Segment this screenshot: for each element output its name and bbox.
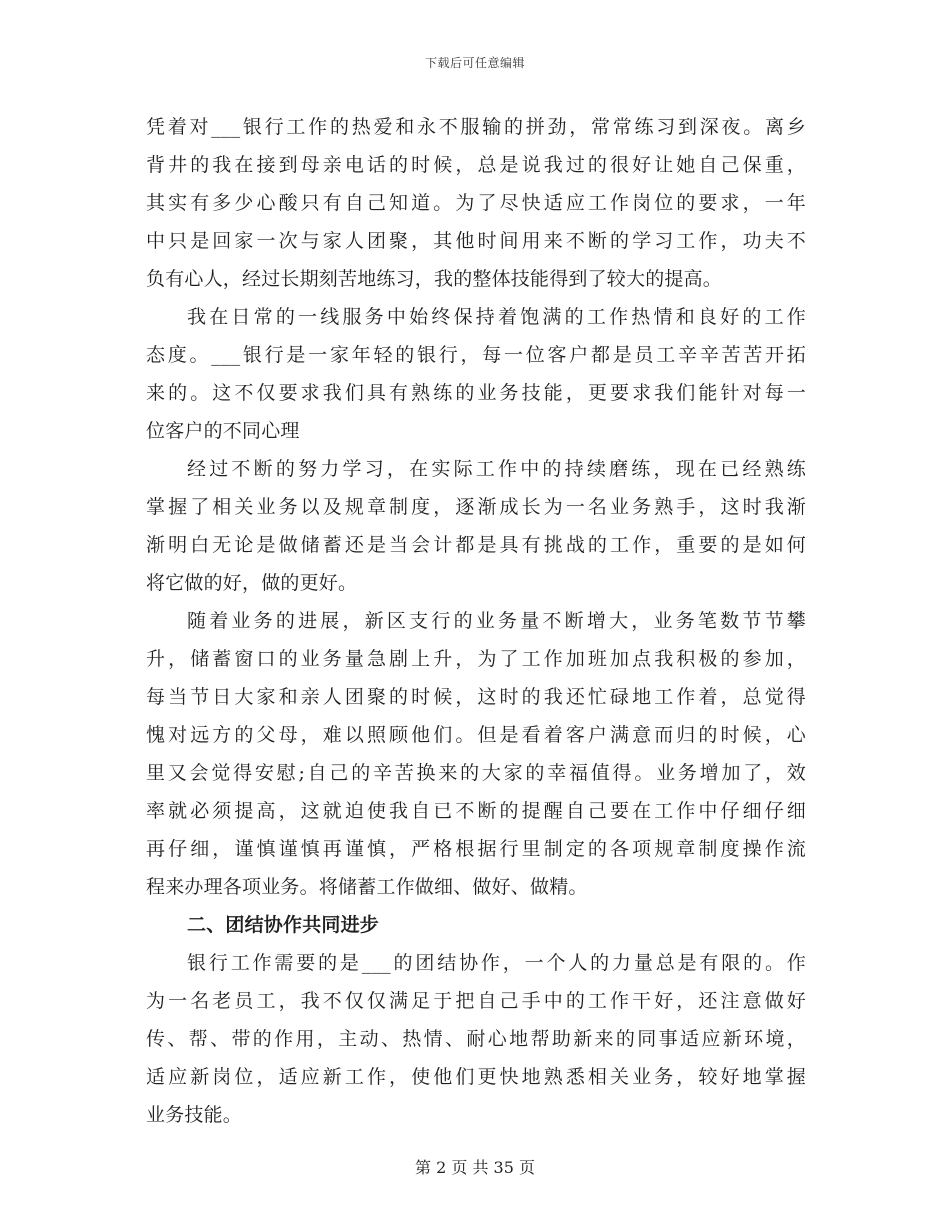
text-line: 传、帮、带的作用，主动、热情、耐心地帮助新来的同事适应新环境， xyxy=(146,1028,806,1050)
text-line: 态度。___银行是一家年轻的银行，每一位客户都是员工辛辛苦苦开拓 xyxy=(146,344,806,366)
text-line: 愧对远方的父母，难以照顾他们。但是看着客户满意而归的时候，心 xyxy=(146,724,806,746)
text-line: 率就必须提高，这就迫使我自已不断的提醒自己要在工作中仔细仔细 xyxy=(146,800,806,822)
document-body xyxy=(146,108,806,1134)
page-number: 第 2 页 共 35 页 xyxy=(415,1158,535,1177)
section-heading: 二、团结协作共同进步 xyxy=(187,914,380,936)
page-header: 下载后可任意编辑 xyxy=(424,56,525,70)
text-line: 凭着对___银行工作的热爱和永不服输的拼劲，常常练习到深夜。离乡 xyxy=(146,116,806,138)
text-line: 为一名老员工，我不仅仅满足于把自己手中的工作干好，还注意做好 xyxy=(146,990,806,1012)
text-line: 来的。这不仅要求我们具有熟练的业务技能，更要求我们能针对每一 xyxy=(146,382,806,404)
text-line: 掌握了相关业务以及规章制度，逐渐成长为一名业务熟手，这时我渐 xyxy=(146,496,806,518)
text-line: 经过不断的努力学习，在实际工作中的持续磨练，现在已经熟练 xyxy=(187,458,806,480)
text-line: 负有心人，经过长期刻苦地练习，我的整体技能得到了较大的提高。 xyxy=(146,268,723,290)
text-line: 位客户的不同心理 xyxy=(146,420,300,442)
text-line: 中只是回家一次与家人团聚，其他时间用来不断的学习工作，功夫不 xyxy=(146,230,806,252)
text-line: 里又会觉得安慰;自己的辛苦换来的大家的幸福值得。业务增加了，效 xyxy=(146,762,806,784)
text-line: 银行工作需要的是___的团结协作，一个人的力量总是有限的。作 xyxy=(187,952,806,974)
text-line: 将它做的好，做的更好。 xyxy=(146,572,358,594)
text-line: 每当节日大家和亲人团聚的时候，这时的我还忙碌地工作着，总觉得 xyxy=(146,686,806,708)
text-line: 其实有多少心酸只有自己知道。为了尽快适应工作岗位的要求，一年 xyxy=(146,192,806,214)
text-line: 适应新岗位，适应新工作，使他们更快地熟悉相关业务，较好地掌握 xyxy=(146,1066,806,1088)
text-line: 业务技能。 xyxy=(146,1104,243,1126)
text-line: 程来办理各项业务。将储蓄工作做细、做好、做精。 xyxy=(146,876,588,898)
text-line: 再仔细，谨慎谨慎再谨慎，严格根据行里制定的各项规章制度操作流 xyxy=(146,838,806,860)
text-line: 背井的我在接到母亲电话的时候，总是说我过的很好让她自己保重， xyxy=(146,154,806,176)
text-line: 随着业务的进展，新区支行的业务量不断增大，业务笔数节节攀 xyxy=(187,610,806,632)
text-line: 我在日常的一线服务中始终保持着饱满的工作热情和良好的工作 xyxy=(187,306,806,328)
text-line: 渐明白无论是做储蓄还是当会计都是具有挑战的工作，重要的是如何 xyxy=(146,534,806,556)
text-line: 升，储蓄窗口的业务量急剧上升，为了工作加班加点我积极的参加， xyxy=(146,648,806,670)
